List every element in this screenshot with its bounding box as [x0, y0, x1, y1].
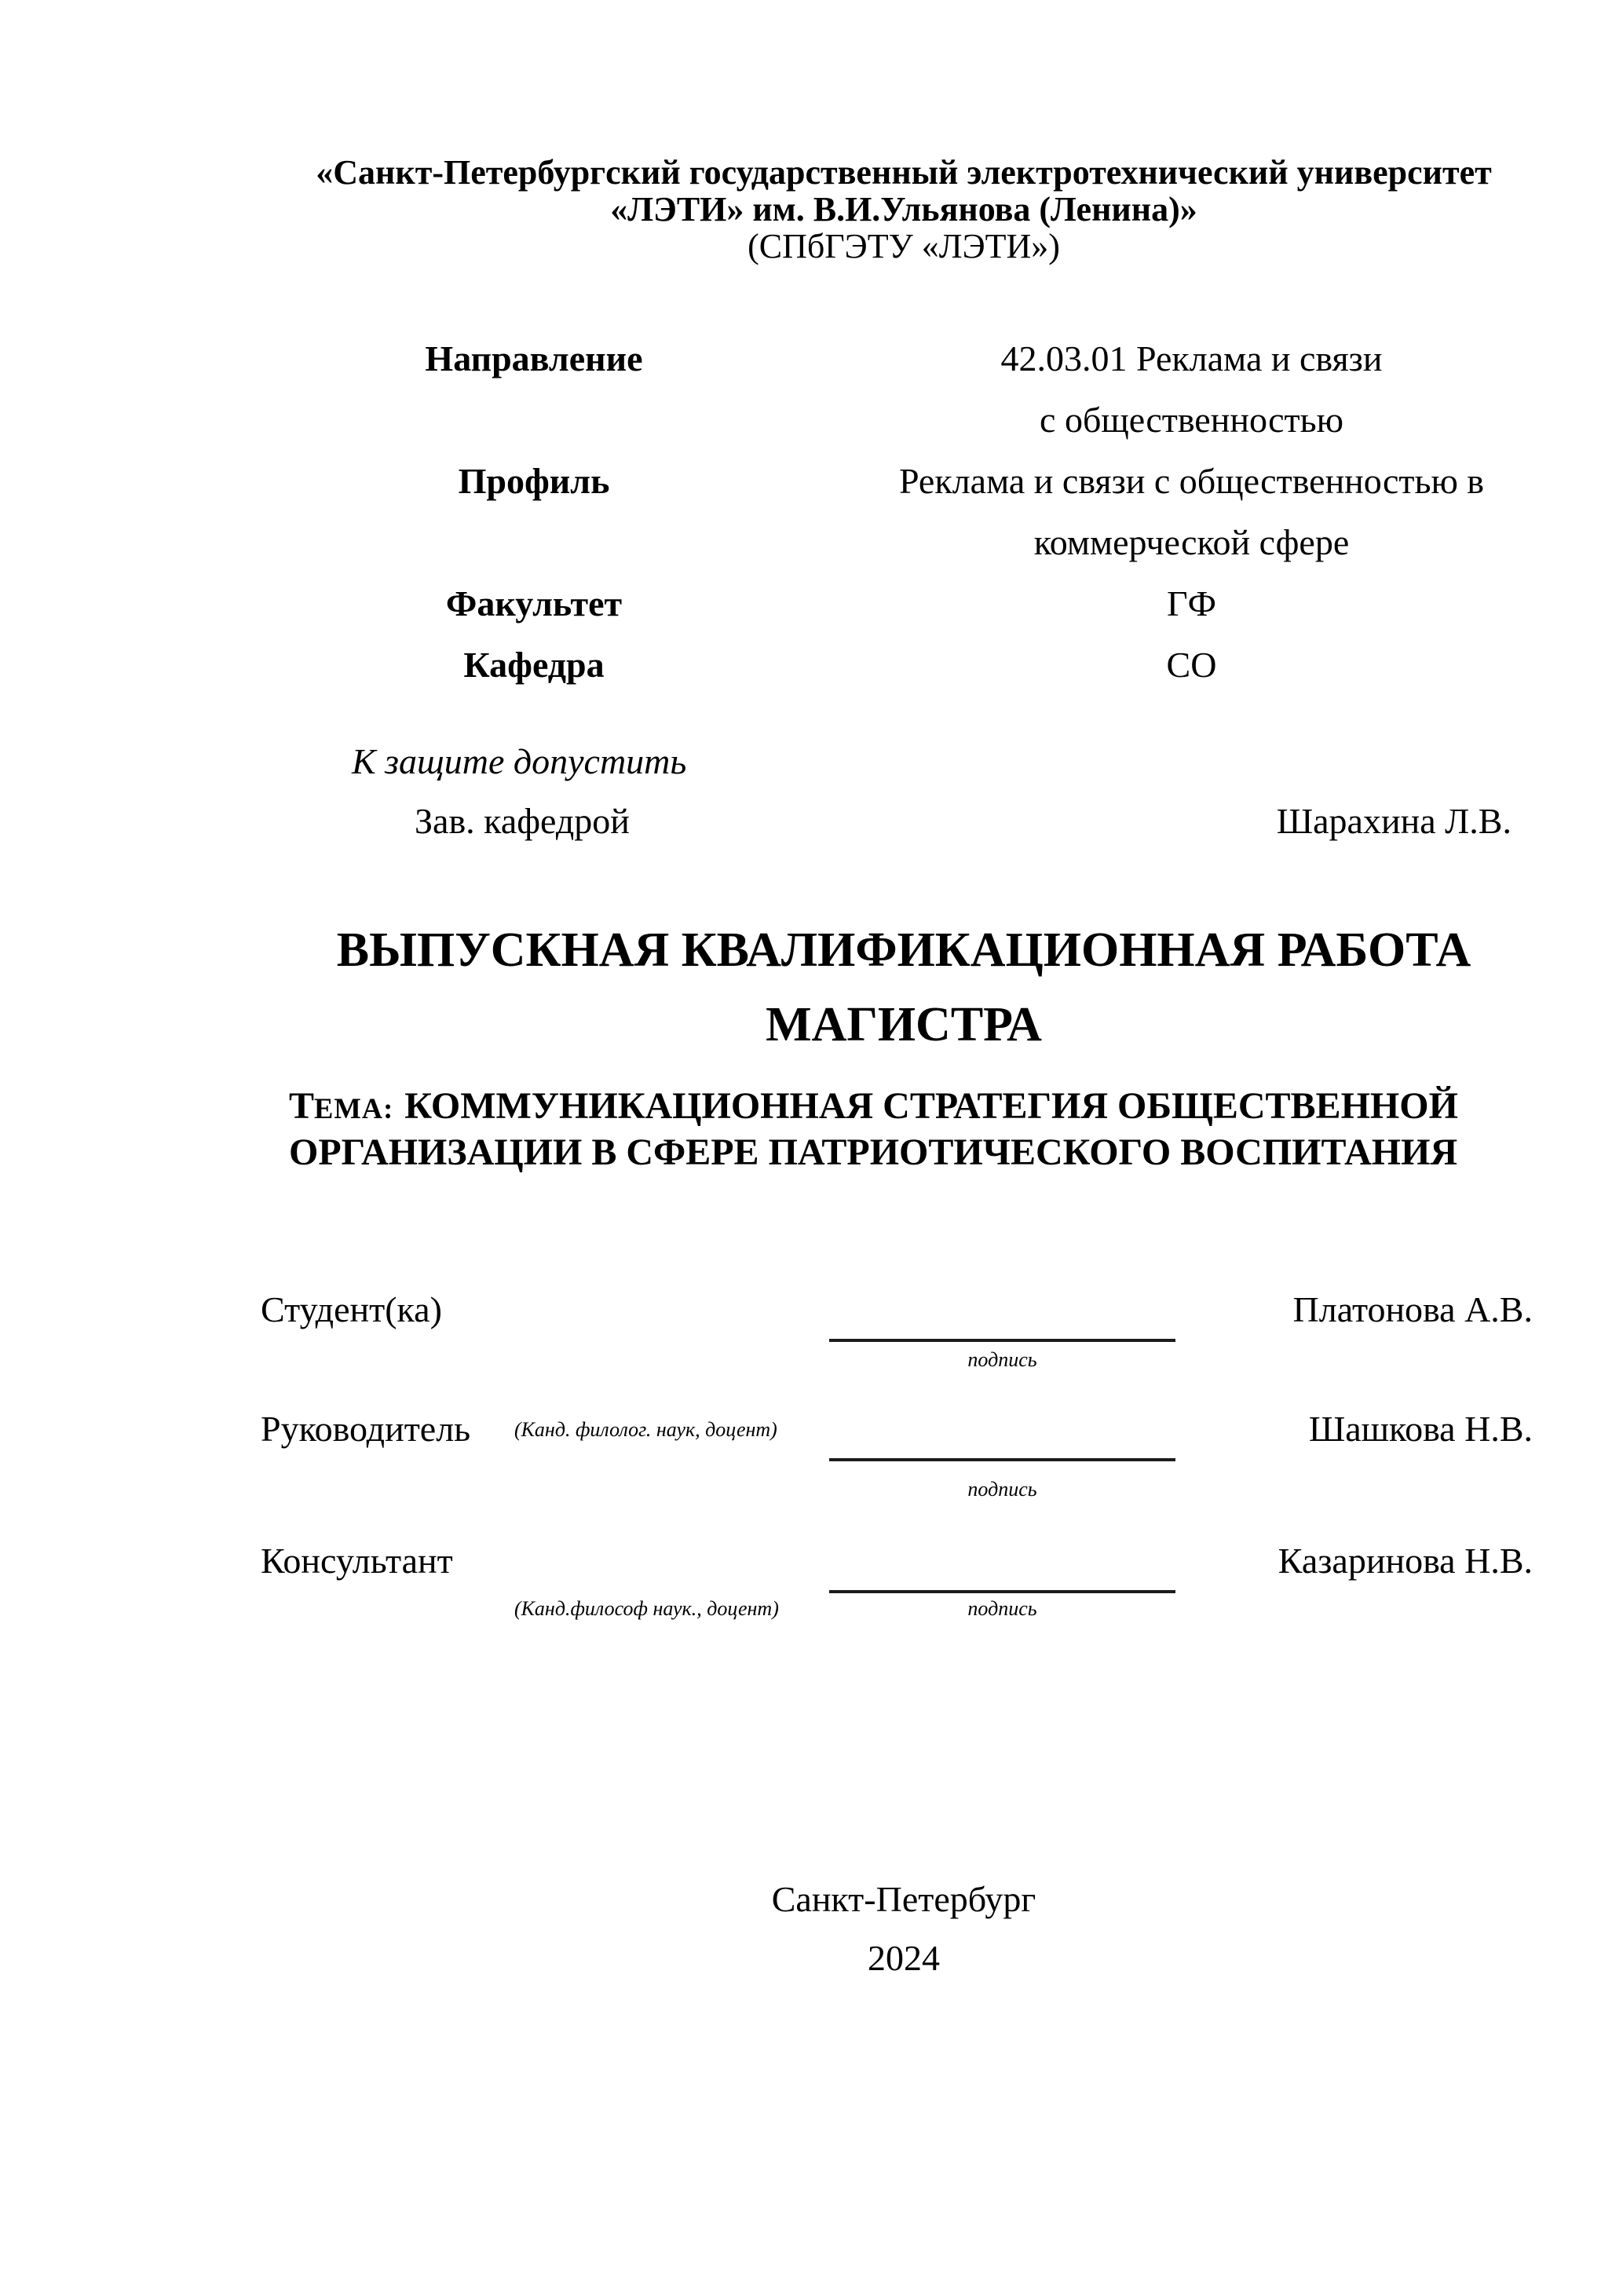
university-abbreviation: (СПбГЭТУ «ЛЭТИ») — [748, 227, 1060, 265]
theme-line2: ОРГАНИЗАЦИИ В СФЕРЕ ПАТРИОТИЧЕСКОГО ВОСПИТАНИЯ — [289, 1132, 1458, 1173]
field-value-line: коммерческой сфере — [1033, 522, 1350, 562]
field-value-profile — [860, 451, 1523, 573]
signature-caption-consultant: подпись — [967, 1597, 1037, 1620]
university-header — [287, 154, 1521, 265]
field-value-line: 42.03.01 Реклама и связи — [1000, 338, 1383, 378]
work-title-line1: ВЫПУСКНАЯ КВАЛИФИКАЦИОННАЯ РАБОТА — [336, 923, 1471, 977]
signature-role-student: Студент(ка) — [261, 1289, 442, 1329]
university-name-line2: «ЛЭТИ» им. В.И.Ульянова (Ленина)» — [610, 190, 1197, 229]
field-value-line: с общественностью — [1040, 400, 1343, 440]
field-value-department — [860, 634, 1523, 696]
field-label-faculty: Факультет — [445, 583, 623, 623]
admission-role: Зав. кафедрой — [415, 801, 630, 841]
university-name-line1: «Санкт-Петербургский государственный электротехнический университет — [316, 153, 1492, 192]
admission-head-name: Шарахина Л.В. — [1276, 801, 1512, 841]
admission-note: К защите допустить — [352, 741, 687, 781]
signature-line-student — [829, 1339, 1175, 1342]
signature-qualification-supervisor: (Канд. филолог. наук, доцент) — [514, 1418, 777, 1441]
theme-prefix-cap: Т — [289, 1085, 315, 1127]
signature-caption-supervisor: подпись — [967, 1478, 1037, 1501]
field-label-direction: Направление — [425, 338, 643, 378]
signature-caption-student: подпись — [967, 1348, 1037, 1371]
field-value-line: Реклама и связи с общественностью в — [898, 461, 1485, 501]
work-title-line2: МАГИСТРА — [766, 998, 1042, 1051]
theme-line1 — [289, 1084, 1533, 1131]
footer-city: Санкт-Петербург — [771, 1879, 1036, 1919]
field-value-direction — [860, 328, 1523, 451]
signature-role-consultant: Консультант — [261, 1541, 453, 1581]
signature-name-student: Платонова А.В. — [1292, 1289, 1533, 1329]
footer-year: 2024 — [868, 1938, 940, 1978]
signature-name-supervisor: Шашкова Н.В. — [1308, 1409, 1533, 1449]
field-value-faculty — [860, 573, 1523, 634]
signature-line-consultant — [829, 1590, 1175, 1593]
signature-name-consultant: Казаринова Н.В. — [1278, 1541, 1533, 1581]
theme-prefix — [289, 1085, 393, 1127]
signature-role-supervisor: Руководитель — [261, 1409, 471, 1449]
field-value-line: ГФ — [1167, 583, 1216, 623]
field-label-profile: Профиль — [458, 461, 610, 501]
signature-line-supervisor — [829, 1458, 1175, 1461]
field-label-department: Кафедра — [463, 645, 605, 685]
theme-text-line1: КОММУНИКАЦИОННАЯ СТРАТЕГИЯ ОБЩЕСТВЕННОЙ — [404, 1085, 1458, 1127]
field-value-line: СО — [1166, 645, 1217, 685]
theme-prefix-rest: ЕМА: — [314, 1092, 394, 1124]
signature-qualification-consultant: (Канд.философ наук., доцент) — [514, 1597, 779, 1620]
theme-block — [289, 1084, 1533, 1175]
